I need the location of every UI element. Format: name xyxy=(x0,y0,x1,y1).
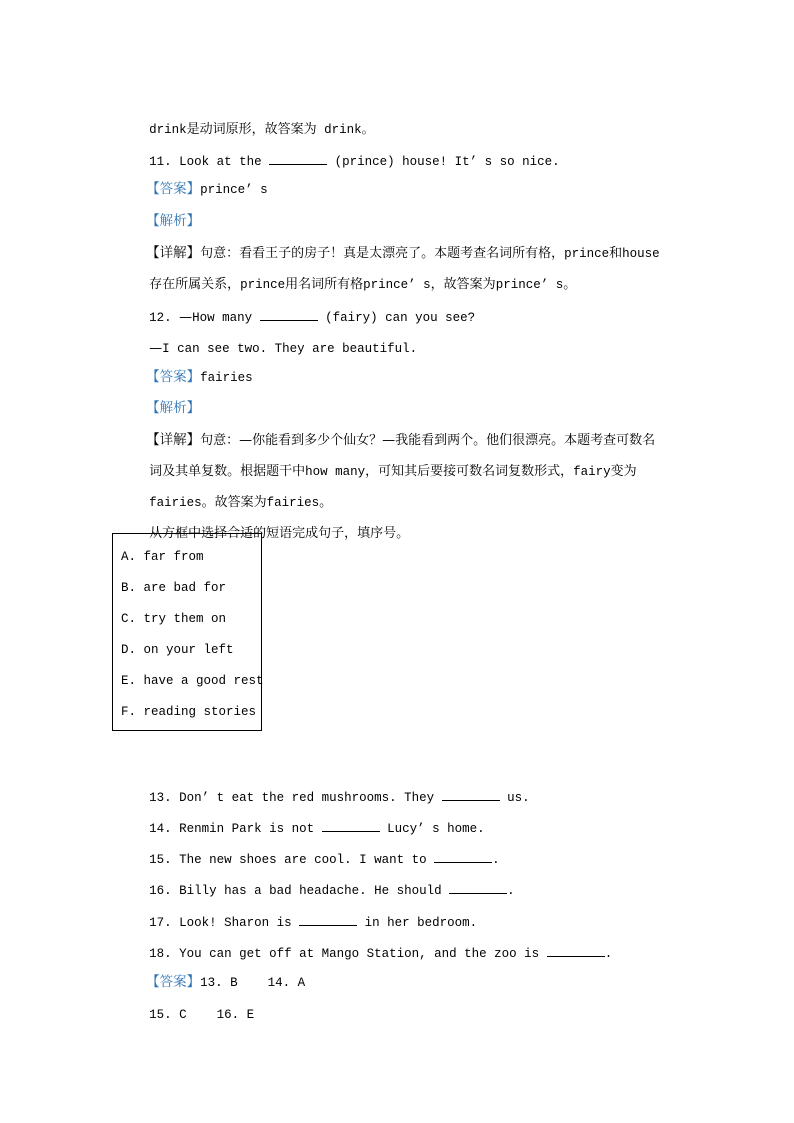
option-text: have a good rest xyxy=(143,674,264,688)
dash: — xyxy=(179,310,193,325)
answer-blank xyxy=(322,820,380,832)
option-a xyxy=(121,549,204,565)
question-number: 12. xyxy=(149,311,180,325)
option-text: reading stories xyxy=(143,705,257,719)
option-c xyxy=(121,611,226,627)
question-text: in her bedroom. xyxy=(357,916,478,930)
question-text: us. xyxy=(499,791,530,805)
analysis-tag: 【解析】 xyxy=(146,400,201,416)
option-letter: B. xyxy=(121,581,137,595)
answer-13-18-line2 xyxy=(119,990,254,1039)
option-text: try them on xyxy=(143,612,227,626)
text-en: prince xyxy=(240,278,286,292)
instruction-text: 从方框中选择合适的短语完成句子，填序号。 xyxy=(149,526,410,541)
option-text: far from xyxy=(143,550,204,564)
text-cn: 。 xyxy=(319,495,333,510)
text-cn: 句意：—你能看到多少个仙女？—我能看到两个。他们很漂亮。本题考查可数名 xyxy=(200,433,656,448)
question-text: 14. Renmin Park is not xyxy=(149,822,322,836)
answer-text: prince’ s xyxy=(200,183,268,197)
text-en: how many xyxy=(305,465,366,479)
question-text: . xyxy=(604,947,613,961)
text-en: prince’ s xyxy=(363,278,431,292)
text-en: drink。 xyxy=(316,123,375,137)
option-letter: F. xyxy=(121,705,137,719)
answer-tag: 【答案】 xyxy=(146,181,201,197)
question-text: 16. Billy has a bad headache. He should xyxy=(149,884,450,898)
question-text: 15. The new shoes are cool. I want to xyxy=(149,853,435,867)
answer-tag: 【答案】 xyxy=(146,974,201,990)
question-text: . xyxy=(507,884,515,898)
option-letter: E. xyxy=(121,674,137,688)
question-text: I can see two. They are beautiful. xyxy=(162,342,418,356)
answer-blank xyxy=(442,789,500,801)
answer-blank xyxy=(269,153,327,165)
answer-text: fairies xyxy=(200,371,253,385)
text-en: fairies xyxy=(149,496,202,510)
text-cn: ，可知其后要接可数名词复数形式， xyxy=(365,464,574,479)
analysis-tag: 【解析】 xyxy=(146,213,201,229)
answer-text: 13. B 14. A xyxy=(200,976,306,990)
text-cn: 是动词原形，故答案为 xyxy=(186,122,317,137)
text-cn: 。故答案为 xyxy=(201,495,267,510)
options-box xyxy=(112,533,262,731)
text-cn: 和 xyxy=(609,246,623,261)
text-en: fairy xyxy=(573,465,611,479)
option-f xyxy=(121,704,256,720)
answer-text: 15. C 16. E xyxy=(149,1008,255,1022)
question-text: (fairy) can you see? xyxy=(317,311,476,325)
text-en: house xyxy=(622,247,660,261)
answer-blank xyxy=(260,309,318,321)
question-text: 11. Look at the xyxy=(149,155,270,169)
text-en: prince xyxy=(564,247,610,261)
answer-blank xyxy=(449,882,507,894)
option-letter: A. xyxy=(121,550,137,564)
question-text: (prince) house! It’ s so nice. xyxy=(327,155,560,169)
option-letter: D. xyxy=(121,643,137,657)
text-en: fairies xyxy=(266,496,320,510)
text-cn: 。 xyxy=(563,277,577,292)
text-cn: 句意：看看王子的房子！真是太漂亮了。本题考查名词所有格， xyxy=(200,246,565,261)
detail-tag: 【详解】 xyxy=(146,245,201,261)
question-text: Lucy’ s home. xyxy=(379,822,485,836)
text-en: prince’ s xyxy=(495,278,564,292)
text-cn: 变为 xyxy=(610,464,637,479)
detail-tag: 【详解】 xyxy=(146,432,201,448)
text-cn: 用名词所有格 xyxy=(285,277,364,292)
answer-blank xyxy=(547,945,605,957)
question-text: 17. Look! Sharon is xyxy=(149,916,300,930)
option-letter: C. xyxy=(121,612,137,626)
text-en: drink xyxy=(149,123,187,137)
text-cn: 词及其单复数。根据题干中 xyxy=(149,464,306,479)
question-text: 13. Don’ t eat the red mushrooms. They xyxy=(149,791,442,805)
question-text: How many xyxy=(192,311,260,325)
option-e xyxy=(121,673,264,689)
dash: — xyxy=(149,341,163,356)
answer-blank xyxy=(434,851,492,863)
option-d xyxy=(121,642,234,658)
option-text: are bad for xyxy=(143,581,227,595)
option-b xyxy=(121,580,226,596)
question-text: 18. You can get off at Mango Station, and the zoo is xyxy=(149,947,547,961)
option-text: on your left xyxy=(143,643,234,657)
question-text: . xyxy=(492,853,500,867)
answer-blank xyxy=(299,914,357,926)
text-cn: ，故答案为 xyxy=(430,277,496,292)
text-cn: 存在所属关系， xyxy=(149,277,241,292)
answer-tag: 【答案】 xyxy=(146,369,201,385)
